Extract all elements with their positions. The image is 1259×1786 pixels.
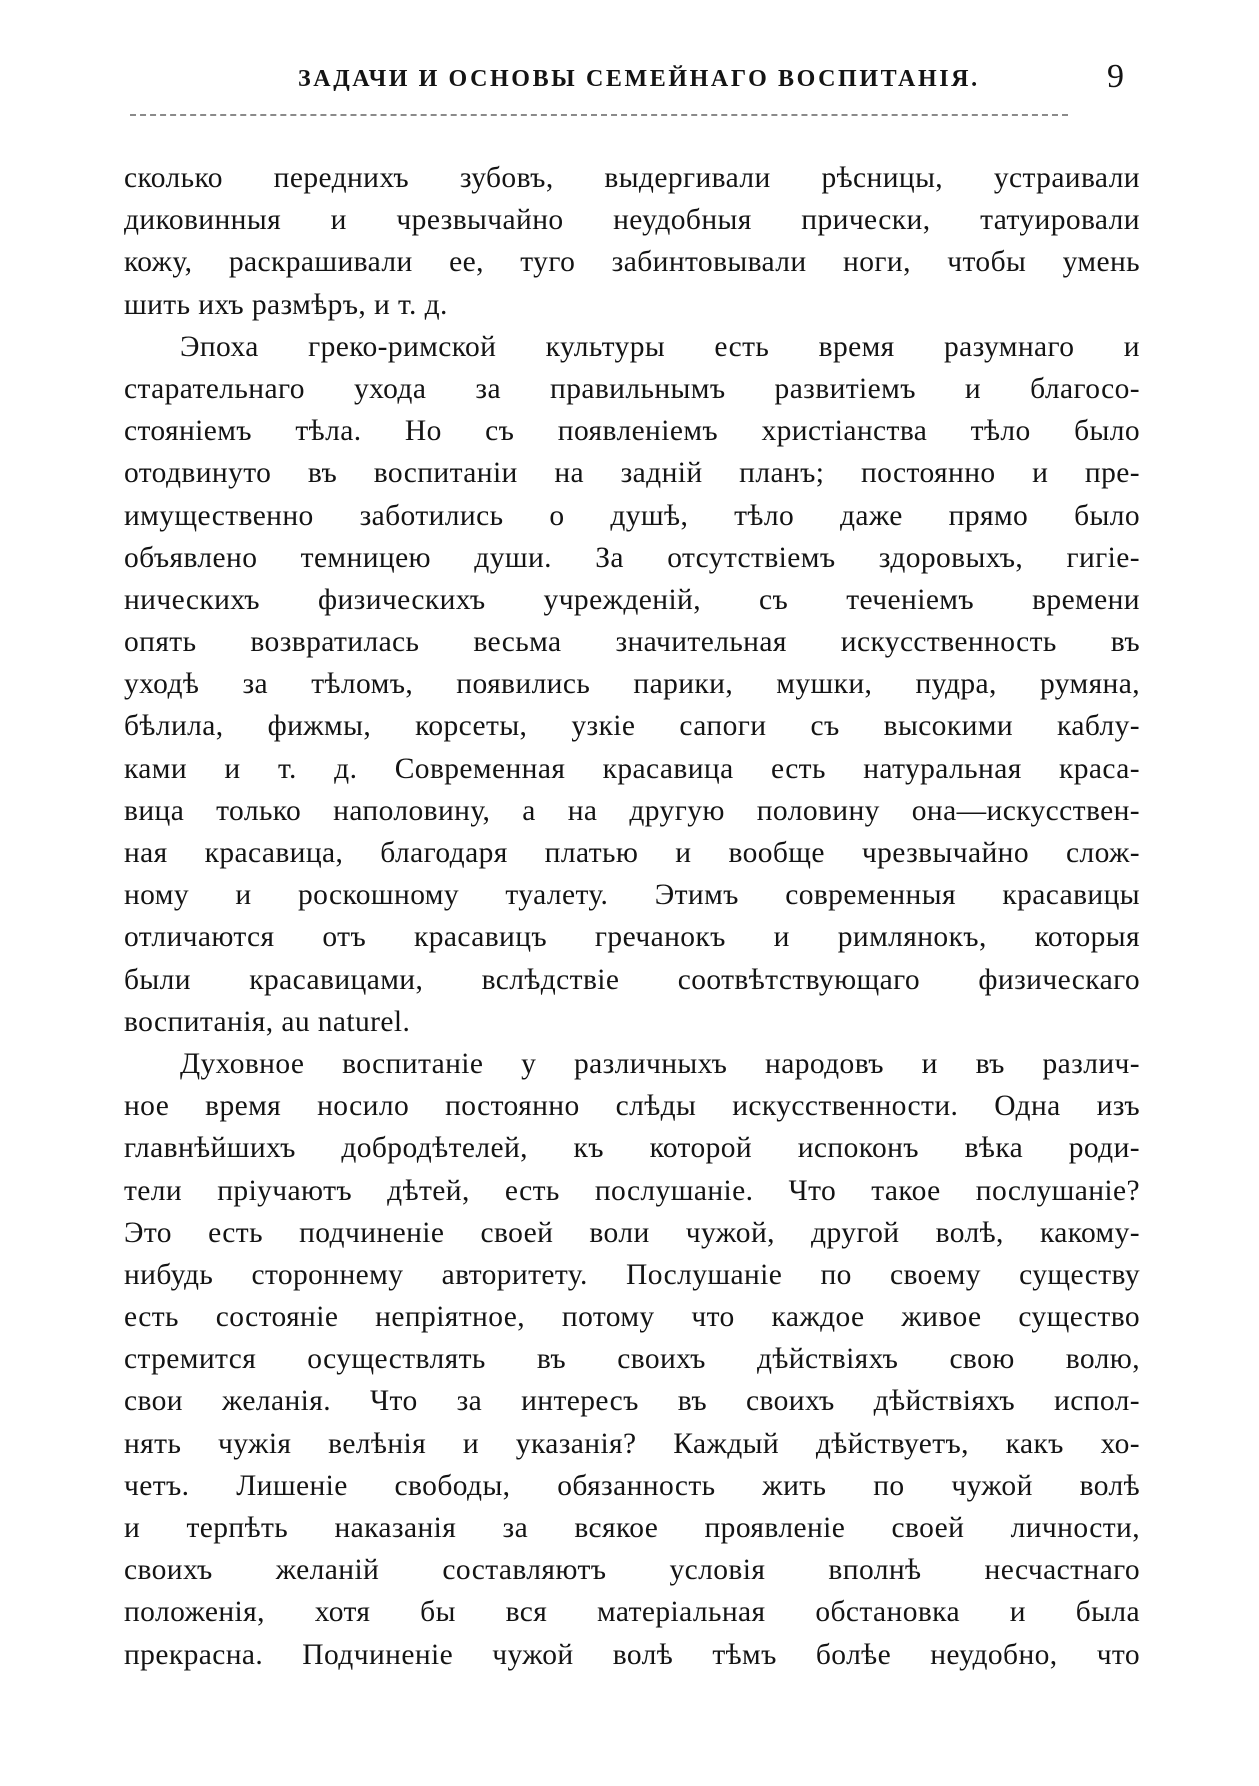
- text-line: стремится осуществлять въ своихъ дѣйствіяхъ свою волю,: [124, 1343, 1140, 1376]
- paragraph: [124, 1043, 1140, 1676]
- text-line: своихъ желаній составляютъ условія вполнѣ несчастнаго: [124, 1554, 1140, 1587]
- text-line: опять возвратилась весьма значительная искусственность въ: [124, 626, 1140, 659]
- text-line: уходѣ за тѣломъ, появились парики, мушки, пудра, румяна,: [124, 668, 1140, 701]
- text-line: вица только наполовину, а на другую половину она—искусствен-: [124, 794, 1140, 827]
- text-line: кожу, раскрашивали ее, туго забинтовывали ноги, чтобы умень: [124, 246, 1140, 279]
- text-line: ками и т. д. Современная красавица есть натуральная краса-: [124, 752, 1140, 785]
- text-line: объявлено темницею души. За отсутствіемъ здоровыхъ, гигіе-: [124, 541, 1140, 574]
- text-line: положенія, хотя бы вся матеріальная обстановка и была: [124, 1596, 1140, 1629]
- page-number: 9: [1107, 58, 1124, 95]
- text-line: ная красавица, благодаря платью и вообще чрезвычайно слож-: [124, 837, 1140, 869]
- text-line: сколько переднихъ зубовъ, выдергивали рѣсницы, устраивали: [124, 162, 1140, 194]
- text-line: старательнаго ухода за правильнымъ развитіемъ и благосо-: [124, 372, 1140, 405]
- text-line: бѣлила, фижмы, корсеты, узкіе сапоги съ высокими каблу-: [124, 710, 1140, 743]
- text-line: нять чужія велѣнія и указанія? Каждый дѣйствуетъ, какъ хо-: [124, 1427, 1140, 1460]
- paragraph: [124, 326, 1140, 1043]
- text-line: и терпѣть наказанія за всякое проявленіе своей личности,: [124, 1512, 1140, 1544]
- text-line: шить ихъ размѣръ, и т. д.: [124, 288, 448, 321]
- text-line: стояніемъ тѣла. Но съ появленіемъ христіанства тѣло было: [124, 415, 1140, 448]
- text-line: тели пріучаютъ дѣтей, есть послушаніе. Что такое послушаніе?: [124, 1174, 1140, 1207]
- text-line: воспитанія, au naturel.: [124, 1005, 411, 1038]
- text-line: прекрасна. Подчиненіе чужой волѣ тѣмъ болѣе неудобно, что: [124, 1638, 1140, 1671]
- text-line: главнѣйшихъ добродѣтелей, къ которой испоконъ вѣка роди-: [124, 1132, 1140, 1165]
- text-line: отодвинуто въ воспитаніи на задній планъ; постоянно и пре-: [124, 457, 1140, 490]
- text-line: четъ. Лишеніе свободы, обязанность жить по чужой волѣ: [124, 1469, 1140, 1502]
- text-line: Это есть подчиненіе своей воли чужой, другой волѣ, какому-: [124, 1216, 1140, 1249]
- text-line: диковинныя и чрезвычайно неудобныя прически, татуировали: [124, 204, 1140, 237]
- text-line: были красавицами, вслѣдствіе соотвѣтствующаго физическаго: [124, 963, 1140, 996]
- text-line: ническихъ физическихъ учрежденій, съ теченіемъ времени: [124, 583, 1140, 616]
- text-line: нибудь стороннему авторитету. Послушаніе по своему существу: [124, 1258, 1140, 1291]
- text-line: ному и роскошному туалету. Этимъ современныя красавицы: [124, 879, 1140, 912]
- paragraph: [124, 157, 1140, 326]
- text-line: есть состояніе непріятное, потому что каждое живое существо: [124, 1301, 1140, 1334]
- body-text: [124, 157, 1140, 1676]
- header-rule: [130, 114, 1068, 116]
- running-title: ЗАДАЧИ И ОСНОВЫ СЕМЕЙНАГО ВОСПИТАНІЯ.: [298, 66, 980, 92]
- text-line: свои желанія. Что за интересъ въ своихъ дѣйствіяхъ испол-: [124, 1385, 1140, 1418]
- text-line: Эпоха греко-римской культуры есть время разумнаго и: [180, 330, 1140, 363]
- text-line: Духовное воспитаніе у различныхъ народовъ и въ различ-: [180, 1047, 1140, 1080]
- text-line: имущественно заботились о душѣ, тѣло даже прямо было: [124, 499, 1140, 532]
- text-line: ное время носило постоянно слѣды искусственности. Одна изъ: [124, 1090, 1140, 1123]
- text-line: отличаются отъ красавицъ гречанокъ и римлянокъ, которыя: [124, 921, 1140, 954]
